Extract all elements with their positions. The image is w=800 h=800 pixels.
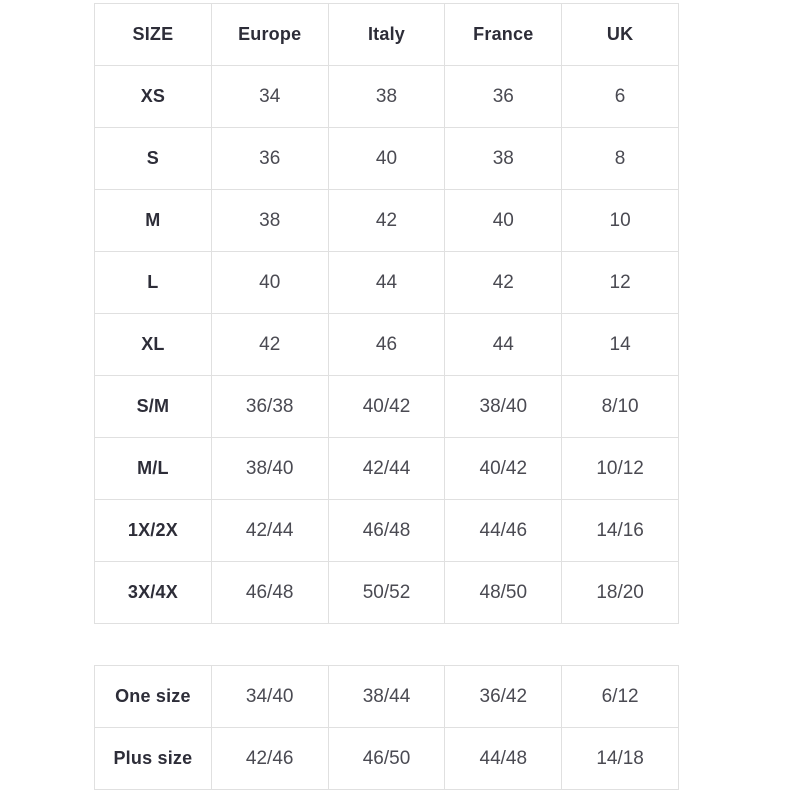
value-cell: 48/50: [445, 562, 562, 624]
size-label: M: [95, 190, 212, 252]
value-cell: 34/40: [211, 666, 328, 728]
table-row-plus-size: [95, 728, 679, 790]
value-cell: 42: [328, 190, 445, 252]
value-cell: 42/44: [328, 438, 445, 500]
column-header-uk: UK: [562, 4, 679, 66]
value-cell: 40/42: [445, 438, 562, 500]
size-label: 1X/2X: [95, 500, 212, 562]
value-cell: 6/12: [562, 666, 679, 728]
table-row-l: [95, 252, 679, 314]
table-row-xl: [95, 314, 679, 376]
value-cell: 44: [445, 314, 562, 376]
value-cell: 38: [211, 190, 328, 252]
value-cell: 38/40: [211, 438, 328, 500]
value-cell: 8/10: [562, 376, 679, 438]
value-cell: 6: [562, 66, 679, 128]
size-label: S/M: [95, 376, 212, 438]
size-label: 3X/4X: [95, 562, 212, 624]
value-cell: 36: [445, 66, 562, 128]
value-cell: 44: [328, 252, 445, 314]
column-header-france: France: [445, 4, 562, 66]
value-cell: 8: [562, 128, 679, 190]
size-label: Plus size: [95, 728, 212, 790]
column-header-europe: Europe: [211, 4, 328, 66]
value-cell: 14/16: [562, 500, 679, 562]
value-cell: 46/48: [211, 562, 328, 624]
value-cell: 14/18: [562, 728, 679, 790]
value-cell: 40: [445, 190, 562, 252]
value-cell: 10/12: [562, 438, 679, 500]
value-cell: 38: [328, 66, 445, 128]
size-label: L: [95, 252, 212, 314]
table-row-one-size: [95, 666, 679, 728]
size-label: M/L: [95, 438, 212, 500]
value-cell: 36: [211, 128, 328, 190]
table-row-xs: [95, 66, 679, 128]
value-cell: 50/52: [328, 562, 445, 624]
value-cell: 42/46: [211, 728, 328, 790]
size-conversion-table: [94, 3, 679, 624]
value-cell: 36/38: [211, 376, 328, 438]
value-cell: 18/20: [562, 562, 679, 624]
table-row-ml: [95, 438, 679, 500]
value-cell: 42: [211, 314, 328, 376]
header-row: [95, 4, 679, 66]
value-cell: 10: [562, 190, 679, 252]
value-cell: 40: [328, 128, 445, 190]
value-cell: 36/42: [445, 666, 562, 728]
value-cell: 38: [445, 128, 562, 190]
table-row-1x2x: [95, 500, 679, 562]
column-header-italy: Italy: [328, 4, 445, 66]
table-row-3x4x: [95, 562, 679, 624]
value-cell: 46/48: [328, 500, 445, 562]
value-cell: 44/46: [445, 500, 562, 562]
value-cell: 14: [562, 314, 679, 376]
value-cell: 42: [445, 252, 562, 314]
value-cell: 12: [562, 252, 679, 314]
table-row-sm: [95, 376, 679, 438]
table-row-m: [95, 190, 679, 252]
size-label: XS: [95, 66, 212, 128]
value-cell: 34: [211, 66, 328, 128]
size-label: S: [95, 128, 212, 190]
value-cell: 38/44: [328, 666, 445, 728]
value-cell: 44/48: [445, 728, 562, 790]
table-row-s: [95, 128, 679, 190]
size-label: XL: [95, 314, 212, 376]
value-cell: 46/50: [328, 728, 445, 790]
value-cell: 40/42: [328, 376, 445, 438]
column-header-size: SIZE: [95, 4, 212, 66]
special-sizes-table: [94, 665, 679, 790]
value-cell: 42/44: [211, 500, 328, 562]
value-cell: 40: [211, 252, 328, 314]
value-cell: 38/40: [445, 376, 562, 438]
value-cell: 46: [328, 314, 445, 376]
size-label: One size: [95, 666, 212, 728]
